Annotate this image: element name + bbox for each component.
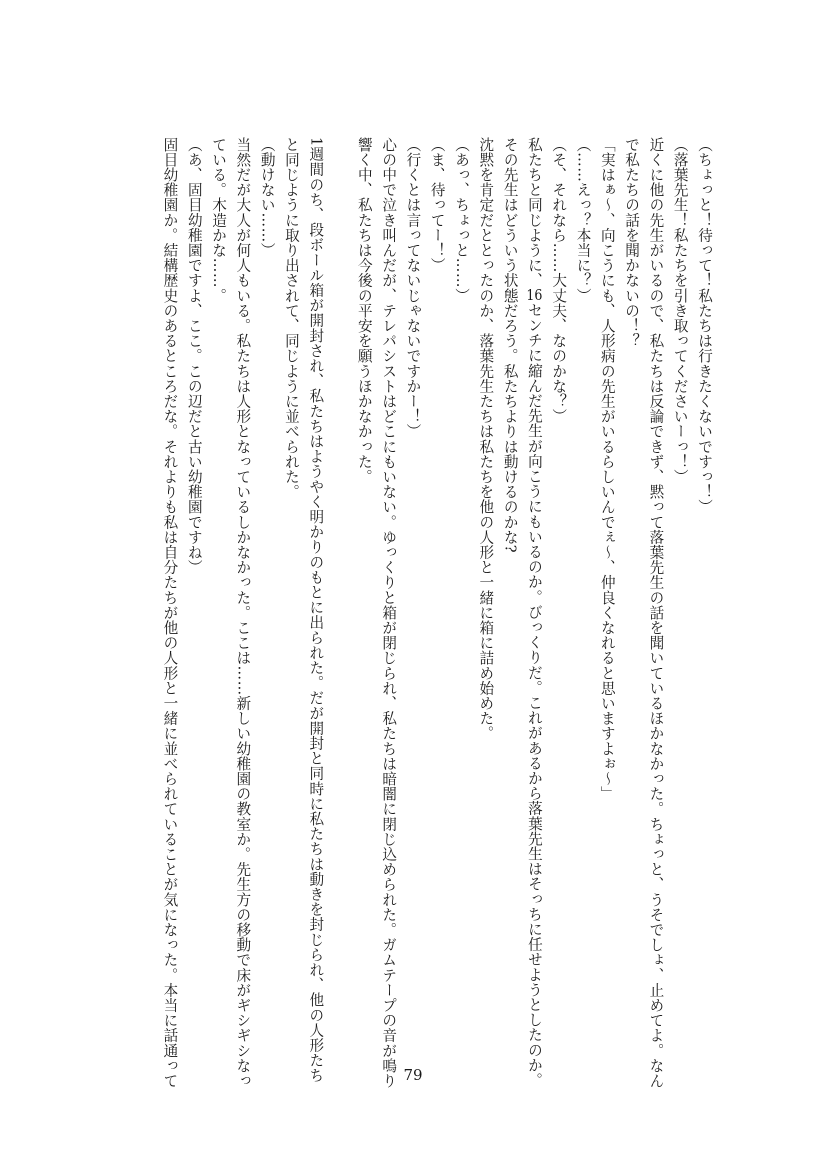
text-line: 当然だが大人が何人もいる。私たちは人形となっているしかなかった。ここは……新しい幼稚園の教室か。先生方の移動で床がギシギシなっ xyxy=(234,137,252,1089)
text-line: 1週間のち、段ボール箱が開封され、私たちはようやく明かりのもとに出られた。だが開封と同時に私たちは動きを封じられ、他の人形たち xyxy=(307,137,325,1083)
text-line: 私たちと同じように、16センチに縮んだ先生が向こうにもいるのか。びっくりだ。これがあるから落葉先生はそっちに任せようとしたのか。 xyxy=(525,137,543,1088)
text-line: （行くとは言ってないじゃないですかー！） xyxy=(404,137,422,439)
text-line: （……えっ？本当に？） xyxy=(574,137,592,304)
text-line: と同じように取り出されて、同じように並べられた。 xyxy=(282,137,300,500)
text-line: （ま、待ってー！） xyxy=(428,137,446,273)
text-line: （あ、固目幼稚園ですよ、ここ。この辺だと古い幼稚園ですね） xyxy=(185,137,203,575)
text-line: その先生はどういう状態だろう。私たちよりは動けるのかな? xyxy=(501,137,519,554)
text-line: （動けない……） xyxy=(258,137,276,258)
text-line: （そ、それなら……大丈夫、なのかな？） xyxy=(550,137,568,424)
text-line: 近くに他の先生がいるので、私たちは反論できず、黙って落葉先生の話を聞いているほかなかった。ちょっと、うそでしょ、止めてよ。なん xyxy=(647,137,665,1089)
page-number: 79 xyxy=(403,1066,423,1084)
text-line: 「実はぁ〜、向こうにも、人形病の先生がいるらしいんでぇ〜、仲良くなれると思いますよぉ〜」 xyxy=(598,137,616,802)
text-line: （ちょっと！待って！私たちは行きたくないですっ！） xyxy=(696,137,713,515)
text-line: で私たちの話を聞かないの！？ xyxy=(623,137,641,349)
text-line: 響く中、私たちは今後の平安を願うほかなかった。 xyxy=(355,137,373,485)
text-line: 固目幼稚園か。結構歴史のあるところだな。それよりも私は自分たちが他の人形と一緒に並べられていることが気になった。本当に話通って xyxy=(161,137,179,1089)
text-line: （あっ、ちょっと……） xyxy=(453,137,471,304)
text-line: 心の中で泣き叫んだが、テレパシストはどこにもいない。ゆっくりと箱が閉じられ、私たちは暗闇に閉じ込められた。ガムテープの音が鳴り xyxy=(380,137,398,1089)
blank-line xyxy=(327,137,351,1057)
text-line: ている。木造かな……。 xyxy=(210,137,228,304)
text-line: （落葉先生！私たちを引き取ってくださいーっ！） xyxy=(671,137,689,485)
text-line: 沈黙を肯定だととったのか、落葉先生たちは私たちを他の人形と一緒に箱に詰め始めた。 xyxy=(477,137,495,741)
